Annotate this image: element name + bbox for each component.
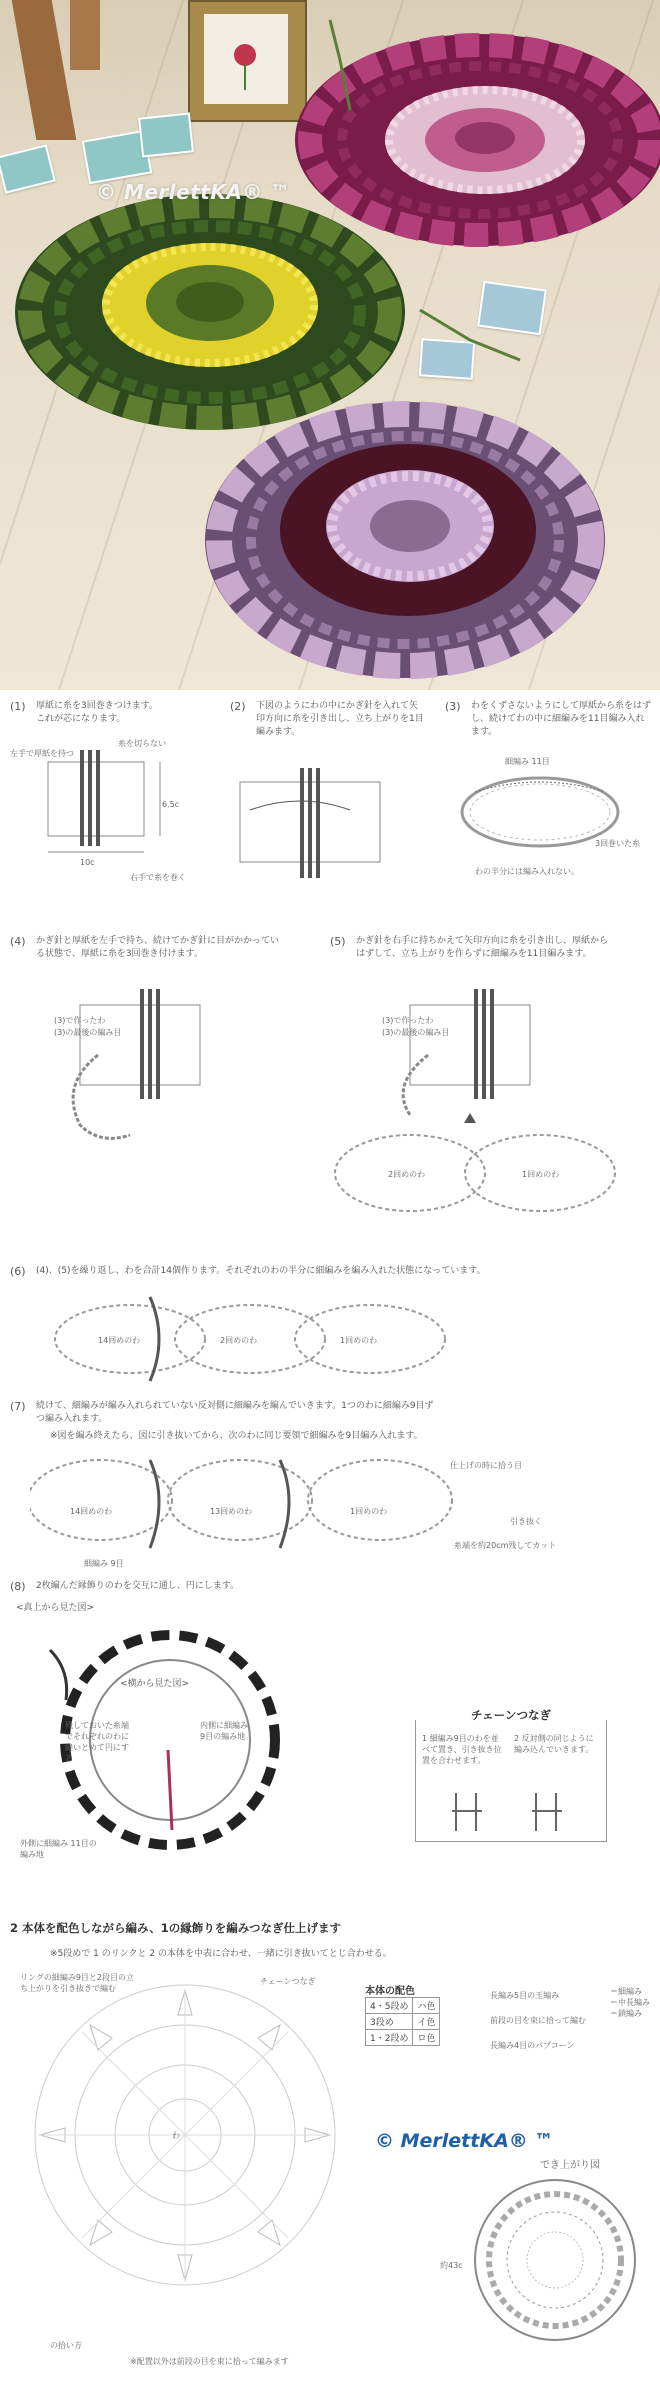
label: 糸端を約20cm残してカット	[454, 1541, 557, 1550]
step-text: 2枚編んだ縁飾りのわを交互に通し、円にします。	[36, 1581, 240, 1591]
label: 10c	[80, 858, 95, 867]
label: 引き抜く	[510, 1517, 542, 1526]
part-2-heading: 2 本体を配色しながら編み、1の縁飾りを編みつなぎ仕上げます	[10, 1921, 341, 1935]
label: 糸を切らない	[118, 739, 166, 748]
chain-join-diagram	[426, 1783, 596, 1835]
label: 6.5c	[162, 800, 180, 809]
label: 2回めのわ	[388, 1170, 426, 1179]
legend-item: 長編み5目の玉編み	[490, 1991, 560, 2000]
step-text: 下図のようにわの中にかぎ針を入れて矢印方向に糸を引き出し、立ち上がりを1目編みます。	[256, 701, 424, 737]
label: の拾い方	[50, 2341, 82, 2350]
step-7	[10, 1400, 650, 1570]
step-number: (8)	[10, 1580, 26, 1593]
part-2	[10, 1920, 650, 2380]
green-cushion	[15, 194, 405, 430]
watermark: © MerlettKA® ™	[375, 2130, 554, 2152]
table-cell: 1・2段め	[366, 2030, 413, 2046]
label: 1回めのわ	[522, 1170, 560, 1179]
part-2-note: ※5段めで 1 のリンクと 2 の本体を中表に合わせ、一緒に引き抜いてとじ合わせる。	[50, 1949, 392, 1959]
step-5	[330, 935, 650, 1235]
table-cell: 4・5段め	[366, 1998, 413, 2014]
step-text: (4)、(5)を繰り返し、わを合計14個作ります。それぞれのわの半分に細編みを編み入れた状態になっています。	[36, 1266, 486, 1276]
label: (3)で作ったわ	[54, 1016, 106, 1025]
label: 14回めのわ	[98, 1336, 141, 1345]
label: 右手で糸を巻く	[130, 873, 186, 882]
label: 細編み 11目	[505, 757, 550, 766]
color-table	[365, 1982, 440, 2046]
step-text: わをくずさないようにして厚紙から糸をはずし、続けてわの中に細編みを11目編み入れます。	[471, 701, 652, 737]
step-number: (3)	[445, 700, 461, 713]
label: (3)の最後の編み目	[54, 1028, 122, 1037]
label: 1回めのわ	[340, 1336, 378, 1345]
step-8	[10, 1580, 650, 1880]
legend-item: ＝中長編み	[610, 1998, 650, 2007]
table-cell: 3段め	[366, 2014, 413, 2030]
label: リングの細編み9目と2段目の立ち上がりを引き抜きで編む	[20, 1973, 135, 1993]
step-text: かぎ針と厚紙を左手で持ち、続けてかぎ針に目がかかっている状態で、厚紙に糸を3回巻き付けます。	[36, 936, 280, 959]
legend-item: ＝細編み	[610, 1987, 642, 1996]
magenta-cushion	[295, 34, 660, 246]
legend-item: 長編み4目のパプコーン	[490, 2041, 575, 2050]
chain-join-note: 2 反対側の同じように編み込んでいきます。	[514, 1734, 594, 1754]
step-1-diagram	[20, 742, 220, 882]
label: 3回巻いた糸	[595, 839, 641, 848]
step-3-diagram	[445, 752, 655, 872]
cushions-illustration	[0, 0, 660, 690]
label: 14回めのわ	[70, 1507, 113, 1516]
table-cell: ロ色	[413, 2030, 440, 2046]
legend-item: ＝鎖編み	[610, 2009, 642, 2018]
label: わ	[172, 2131, 180, 2140]
chain-join-note: 1 細編み9目のわを並べて置き、引き抜き位置を合わせます。	[422, 1734, 502, 1765]
step-4-diagram	[40, 985, 240, 1155]
step-text: 厚紙に糸を3回巻きつけます。 これが芯になります。	[36, 701, 159, 724]
label: 2回めのわ	[220, 1336, 258, 1345]
size-label: 約43c	[440, 2261, 463, 2270]
table-cell: イ色	[413, 2014, 440, 2030]
step-5-diagram	[370, 985, 570, 1125]
footnote: ※配置以外は前段の目を束に拾って編みます	[130, 2357, 289, 2366]
step-1	[10, 700, 220, 910]
step-6	[10, 1265, 650, 1385]
legend-item: 前段の目を束に拾って編む	[490, 2016, 586, 2025]
step-text: かぎ針を右手に持ちかえて矢印方向に糸を引き出し、厚紙からはずして、立ち上がりを作らずに細編みを11目編みます。	[356, 936, 609, 959]
chain-join-box	[415, 1708, 607, 1842]
side-view-caption: <横から見た図>	[120, 1679, 190, 1689]
finished-illustration	[465, 2170, 645, 2350]
label: 13回めのわ	[210, 1507, 253, 1516]
step-2-diagram	[230, 762, 420, 892]
step-number: (2)	[230, 700, 246, 713]
step-number: (5)	[330, 935, 346, 948]
label: 1回めのわ	[350, 1507, 388, 1516]
label: 細編み 9目	[84, 1559, 124, 1568]
step-number: (7)	[10, 1400, 26, 1413]
label: 外側に細編み 11目の編み地	[20, 1839, 97, 1859]
crochet-chart	[20, 1970, 350, 2300]
step-number: (4)	[10, 935, 26, 948]
step-4	[10, 935, 320, 1195]
step-number: (1)	[10, 700, 26, 713]
step-number: (6)	[10, 1265, 26, 1278]
label: チェーンつなぎ	[260, 1977, 316, 1986]
label: 仕上げの時に拾う目	[450, 1461, 522, 1470]
step-text: 続けて、細編みが編み入れられていない反対側に細編みを編んでいきます。1つのわに細編み9目ずつ編み入れます。	[36, 1401, 434, 1424]
chain-join-title: チェーンつなぎ	[416, 1707, 606, 1723]
step-note: ※図を編み終えたら、図に引き抜いてから、次のわに同じ要領で細編みを9目編み入れます。	[50, 1431, 423, 1441]
finished-caption: でき上がり図	[540, 2160, 600, 2171]
label: わの半分には編み入れない。	[475, 867, 579, 876]
purple-cushion	[205, 402, 605, 678]
photo-watermark: © MerlettKA® ™	[96, 180, 291, 204]
label: 左手で厚紙を持つ	[10, 749, 74, 758]
step-2	[230, 700, 430, 910]
product-photo	[0, 0, 660, 690]
label: 残しておいた糸端でそれぞれのわに縫いとめて円にする	[65, 1721, 129, 1763]
legend-right	[610, 1986, 650, 2019]
step-5-rings	[330, 1113, 650, 1223]
top-view-caption: <真上から見た図>	[16, 1603, 95, 1613]
label: (3)の最後の編み目	[382, 1028, 450, 1037]
label: (3)で作ったわ	[382, 1016, 434, 1025]
step-3	[445, 700, 655, 910]
label: 内側に細編み 9目の編み地	[200, 1721, 248, 1741]
color-table-title: 本体の配色	[365, 1986, 415, 1997]
table-cell: ハ色	[413, 1998, 440, 2014]
